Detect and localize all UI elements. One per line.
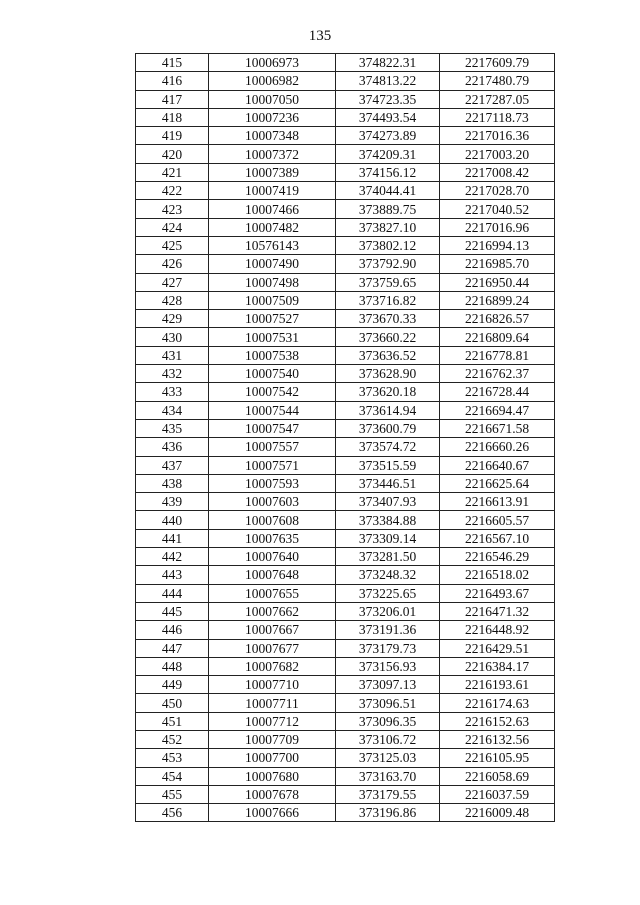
y-coordinate-cell: 2216152.63 [440,712,555,730]
x-coordinate-cell: 374156.12 [336,163,440,181]
point-id-cell: 10006982 [209,72,336,90]
x-coordinate-cell: 373636.52 [336,346,440,364]
x-coordinate-cell: 374813.22 [336,72,440,90]
row-number-cell: 422 [136,182,209,200]
table-row [136,108,555,126]
point-id-cell: 10007527 [209,310,336,328]
x-coordinate-cell: 373106.72 [336,730,440,748]
y-coordinate-cell: 2216546.29 [440,548,555,566]
row-number-cell: 428 [136,291,209,309]
row-number-cell: 432 [136,365,209,383]
row-number-cell: 452 [136,730,209,748]
table-row [136,584,555,602]
y-coordinate-cell: 2216105.95 [440,749,555,767]
y-coordinate-cell: 2217040.52 [440,200,555,218]
x-coordinate-cell: 373407.93 [336,493,440,511]
row-number-cell: 437 [136,456,209,474]
x-coordinate-cell: 373163.70 [336,767,440,785]
x-coordinate-cell: 374493.54 [336,108,440,126]
y-coordinate-cell: 2216640.67 [440,456,555,474]
row-number-cell: 435 [136,419,209,437]
table-row [136,90,555,108]
row-number-cell: 424 [136,218,209,236]
row-number-cell: 449 [136,676,209,694]
row-number-cell: 426 [136,255,209,273]
coordinates-table-body [136,54,555,822]
point-id-cell: 10007662 [209,602,336,620]
row-number-cell: 448 [136,657,209,675]
table-row [136,163,555,181]
x-coordinate-cell: 373600.79 [336,419,440,437]
row-number-cell: 430 [136,328,209,346]
row-number-cell: 421 [136,163,209,181]
y-coordinate-cell: 2216384.17 [440,657,555,675]
page-number: 135 [308,28,332,44]
point-id-cell: 10007538 [209,346,336,364]
point-id-cell: 10007571 [209,456,336,474]
point-id-cell: 10007531 [209,328,336,346]
table-row [136,182,555,200]
y-coordinate-cell: 2216429.51 [440,639,555,657]
y-coordinate-cell: 2216809.64 [440,328,555,346]
row-number-cell: 455 [136,785,209,803]
row-number-cell: 442 [136,548,209,566]
y-coordinate-cell: 2217016.96 [440,218,555,236]
y-coordinate-cell: 2216899.24 [440,291,555,309]
table-row [136,804,555,822]
x-coordinate-cell: 373196.86 [336,804,440,822]
row-number-cell: 443 [136,566,209,584]
table-row [136,493,555,511]
table-row [136,218,555,236]
y-coordinate-cell: 2216950.44 [440,273,555,291]
x-coordinate-cell: 373125.03 [336,749,440,767]
y-coordinate-cell: 2216660.26 [440,438,555,456]
coordinates-table [135,53,555,822]
row-number-cell: 446 [136,621,209,639]
y-coordinate-cell: 2216671.58 [440,419,555,437]
table-row [136,456,555,474]
row-number-cell: 434 [136,401,209,419]
x-coordinate-cell: 373574.72 [336,438,440,456]
table-row [136,273,555,291]
y-coordinate-cell: 2216132.56 [440,730,555,748]
x-coordinate-cell: 373281.50 [336,548,440,566]
y-coordinate-cell: 2216826.57 [440,310,555,328]
table-row [136,145,555,163]
point-id-cell: 10007682 [209,657,336,675]
row-number-cell: 415 [136,54,209,72]
table-row [136,200,555,218]
x-coordinate-cell: 373384.88 [336,511,440,529]
point-id-cell: 10007542 [209,383,336,401]
point-id-cell: 10576143 [209,236,336,254]
table-row [136,657,555,675]
y-coordinate-cell: 2216625.64 [440,474,555,492]
point-id-cell: 10007603 [209,493,336,511]
row-number-cell: 431 [136,346,209,364]
y-coordinate-cell: 2216994.13 [440,236,555,254]
table-row [136,127,555,145]
row-number-cell: 445 [136,602,209,620]
x-coordinate-cell: 373660.22 [336,328,440,346]
point-id-cell: 10007490 [209,255,336,273]
x-coordinate-cell: 373097.13 [336,676,440,694]
y-coordinate-cell: 2216518.02 [440,566,555,584]
table-row [136,712,555,730]
row-number-cell: 418 [136,108,209,126]
x-coordinate-cell: 373446.51 [336,474,440,492]
table-row [136,566,555,584]
point-id-cell: 10007680 [209,767,336,785]
x-coordinate-cell: 374209.31 [336,145,440,163]
y-coordinate-cell: 2216009.48 [440,804,555,822]
x-coordinate-cell: 373096.35 [336,712,440,730]
point-id-cell: 10007466 [209,200,336,218]
table-row [136,639,555,657]
table-row [136,529,555,547]
point-id-cell: 10007700 [209,749,336,767]
y-coordinate-cell: 2217480.79 [440,72,555,90]
point-id-cell: 10007640 [209,548,336,566]
point-id-cell: 10006973 [209,54,336,72]
y-coordinate-cell: 2217028.70 [440,182,555,200]
y-coordinate-cell: 2216058.69 [440,767,555,785]
point-id-cell: 10007544 [209,401,336,419]
point-id-cell: 10007593 [209,474,336,492]
table-row [136,785,555,803]
table-row [136,291,555,309]
x-coordinate-cell: 373792.90 [336,255,440,273]
table-row [136,383,555,401]
y-coordinate-cell: 2216694.47 [440,401,555,419]
x-coordinate-cell: 373614.94 [336,401,440,419]
table-row [136,310,555,328]
table-row [136,474,555,492]
x-coordinate-cell: 373206.01 [336,602,440,620]
row-number-cell: 433 [136,383,209,401]
x-coordinate-cell: 374044.41 [336,182,440,200]
point-id-cell: 10007635 [209,529,336,547]
y-coordinate-cell: 2216193.61 [440,676,555,694]
x-coordinate-cell: 373309.14 [336,529,440,547]
row-number-cell: 427 [136,273,209,291]
table-row [136,401,555,419]
row-number-cell: 441 [136,529,209,547]
row-number-cell: 450 [136,694,209,712]
point-id-cell: 10007540 [209,365,336,383]
table-row [136,54,555,72]
point-id-cell: 10007236 [209,108,336,126]
y-coordinate-cell: 2216605.57 [440,511,555,529]
table-row [136,365,555,383]
x-coordinate-cell: 374822.31 [336,54,440,72]
y-coordinate-cell: 2216493.67 [440,584,555,602]
table-row [136,438,555,456]
point-id-cell: 10007482 [209,218,336,236]
point-id-cell: 10007372 [209,145,336,163]
x-coordinate-cell: 373759.65 [336,273,440,291]
x-coordinate-cell: 373716.82 [336,291,440,309]
y-coordinate-cell: 2216567.10 [440,529,555,547]
table-row [136,328,555,346]
row-number-cell: 447 [136,639,209,657]
row-number-cell: 417 [136,90,209,108]
point-id-cell: 10007557 [209,438,336,456]
table-row [136,694,555,712]
y-coordinate-cell: 2216471.32 [440,602,555,620]
point-id-cell: 10007509 [209,291,336,309]
table-row [136,72,555,90]
row-number-cell: 423 [136,200,209,218]
point-id-cell: 10007498 [209,273,336,291]
x-coordinate-cell: 373628.90 [336,365,440,383]
row-number-cell: 420 [136,145,209,163]
y-coordinate-cell: 2216728.44 [440,383,555,401]
row-number-cell: 456 [136,804,209,822]
row-number-cell: 454 [136,767,209,785]
point-id-cell: 10007608 [209,511,336,529]
y-coordinate-cell: 2216448.92 [440,621,555,639]
row-number-cell: 429 [136,310,209,328]
x-coordinate-cell: 373096.51 [336,694,440,712]
point-id-cell: 10007389 [209,163,336,181]
table-row [136,236,555,254]
row-number-cell: 416 [136,72,209,90]
row-number-cell: 439 [136,493,209,511]
table-row [136,511,555,529]
point-id-cell: 10007648 [209,566,336,584]
x-coordinate-cell: 373620.18 [336,383,440,401]
row-number-cell: 436 [136,438,209,456]
x-coordinate-cell: 373179.55 [336,785,440,803]
point-id-cell: 10007709 [209,730,336,748]
y-coordinate-cell: 2217016.36 [440,127,555,145]
point-id-cell: 10007050 [209,90,336,108]
x-coordinate-cell: 373889.75 [336,200,440,218]
table-row [136,749,555,767]
x-coordinate-cell: 373802.12 [336,236,440,254]
point-id-cell: 10007348 [209,127,336,145]
point-id-cell: 10007547 [209,419,336,437]
row-number-cell: 438 [136,474,209,492]
x-coordinate-cell: 374723.35 [336,90,440,108]
point-id-cell: 10007666 [209,804,336,822]
row-number-cell: 453 [136,749,209,767]
point-id-cell: 10007710 [209,676,336,694]
table-row [136,730,555,748]
x-coordinate-cell: 374273.89 [336,127,440,145]
y-coordinate-cell: 2216174.63 [440,694,555,712]
x-coordinate-cell: 373248.32 [336,566,440,584]
row-number-cell: 444 [136,584,209,602]
y-coordinate-cell: 2217609.79 [440,54,555,72]
table-row [136,602,555,620]
y-coordinate-cell: 2217003.20 [440,145,555,163]
x-coordinate-cell: 373515.59 [336,456,440,474]
point-id-cell: 10007655 [209,584,336,602]
y-coordinate-cell: 2217287.05 [440,90,555,108]
table-row [136,419,555,437]
point-id-cell: 10007677 [209,639,336,657]
x-coordinate-cell: 373191.36 [336,621,440,639]
y-coordinate-cell: 2216985.70 [440,255,555,273]
y-coordinate-cell: 2216037.59 [440,785,555,803]
y-coordinate-cell: 2216762.37 [440,365,555,383]
point-id-cell: 10007711 [209,694,336,712]
x-coordinate-cell: 373827.10 [336,218,440,236]
x-coordinate-cell: 373670.33 [336,310,440,328]
y-coordinate-cell: 2217008.42 [440,163,555,181]
row-number-cell: 451 [136,712,209,730]
table-row [136,676,555,694]
table-row [136,255,555,273]
table-row [136,548,555,566]
point-id-cell: 10007712 [209,712,336,730]
y-coordinate-cell: 2216778.81 [440,346,555,364]
table-row [136,346,555,364]
table-row [136,767,555,785]
x-coordinate-cell: 373156.93 [336,657,440,675]
y-coordinate-cell: 2216613.91 [440,493,555,511]
x-coordinate-cell: 373179.73 [336,639,440,657]
point-id-cell: 10007678 [209,785,336,803]
row-number-cell: 419 [136,127,209,145]
point-id-cell: 10007667 [209,621,336,639]
point-id-cell: 10007419 [209,182,336,200]
x-coordinate-cell: 373225.65 [336,584,440,602]
row-number-cell: 440 [136,511,209,529]
table-row [136,621,555,639]
y-coordinate-cell: 2217118.73 [440,108,555,126]
row-number-cell: 425 [136,236,209,254]
